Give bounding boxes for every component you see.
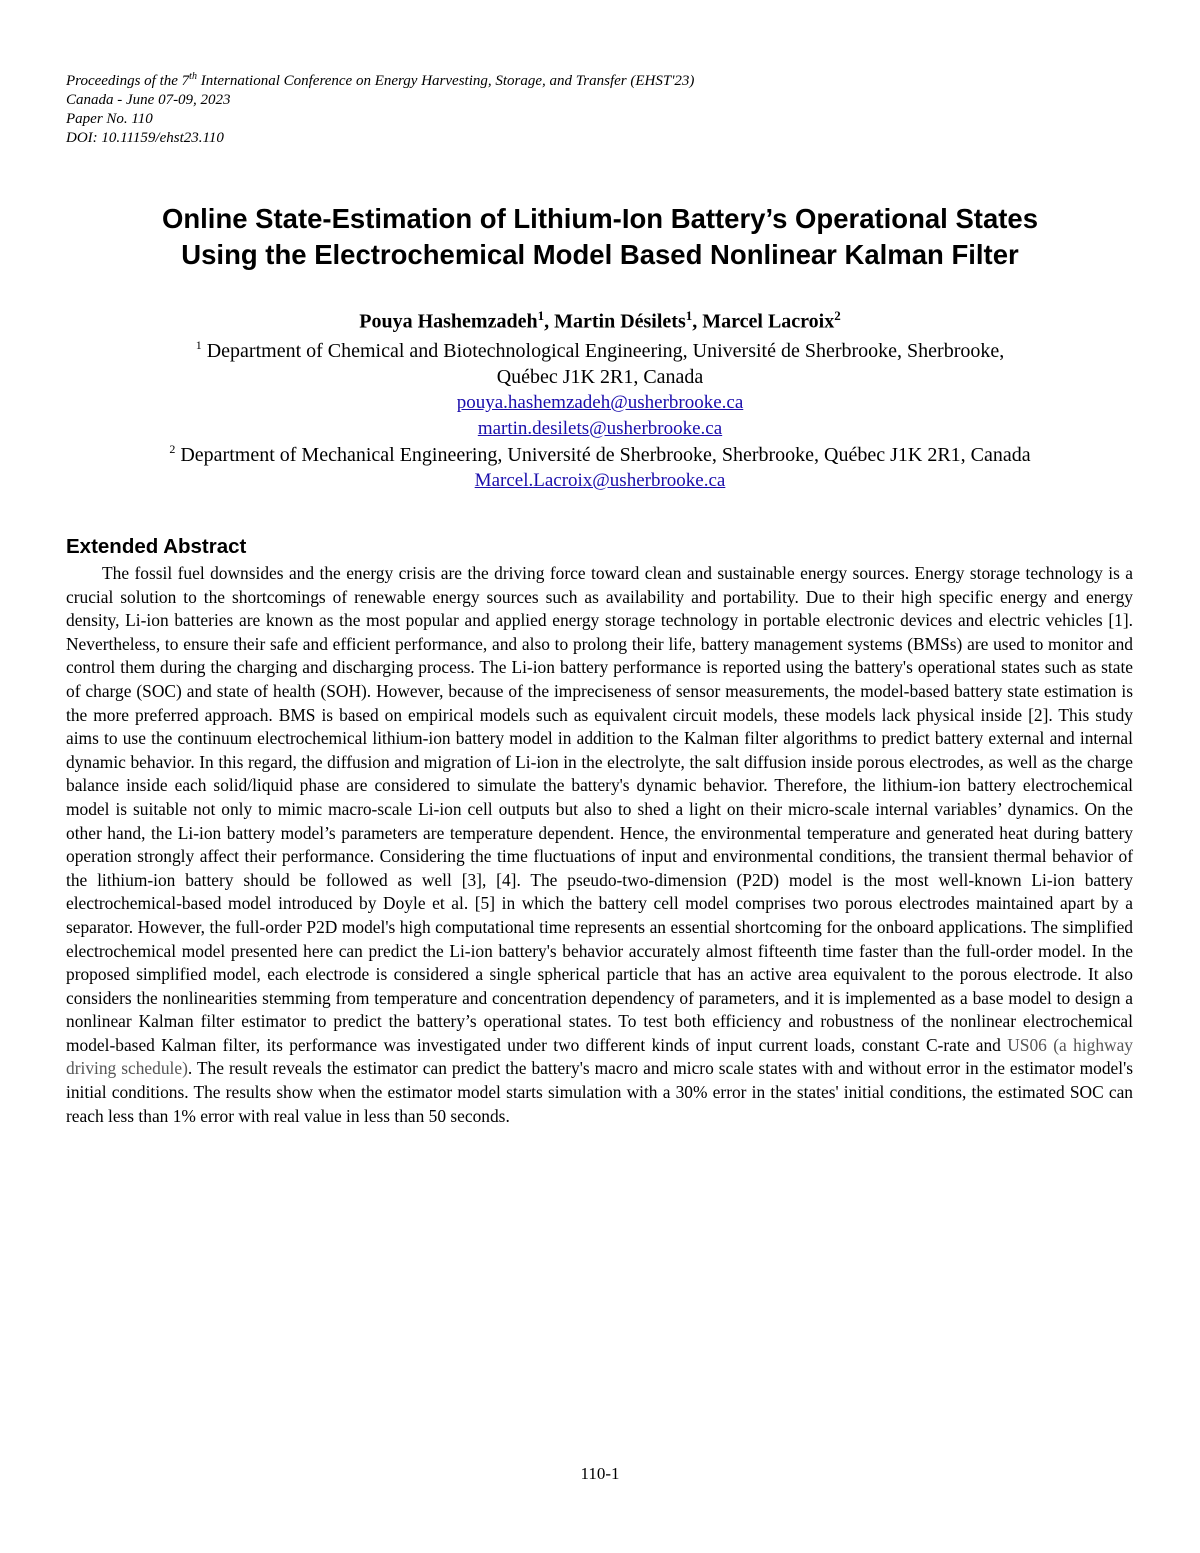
email-link-1[interactable]: pouya.hashemzadeh@usherbrooke.ca <box>456 391 744 413</box>
affiliation-1: $^1$ Department of Chemical and Biotechnological Engineering, Université de Sherbrooke, Sherbrooke, <box>195 337 1005 362</box>
section-heading: Extended Abstract <box>66 535 247 558</box>
highlighted-text: US06 (a highway driving schedule) <box>66 1034 1134 1079</box>
conference-date: Canada - June 07-09, 2023 <box>66 92 231 108</box>
abstract-body: The fossil fuel downsides and the energy crisis are the driving force toward clean and sustainable energy sources. Energy storage technology is a crucial solution to the shortcomings of renewable energy sources such as availability and portability. Due to their high specific energy and energy density, Li-ion batteries are known as the most popular and applied energy storage technology in portable electronic devices and electric vehicles [1]. Nevertheless, to ensure their safe and efficient performance, and also to prolong their life, battery management systems (BMSs) are used to monitor and control them during the charging and discharging process. The Li-ion battery performance is reported using the battery's operational states such as state of charge (SOC) and state of health (SOH). However, because of the impreciseness of sensor measurements, the model-based battery state estimation is the more preferred approach. BMS is based on empirical models such as equivalent circuit models, these models lack physical inside [2]. This study aims to use the continuum electrochemical lithium-ion battery model in addition to the Kalman filter algorithms to predict battery external and internal dynamic behavior. In this regard, the diffusion and migration of Li-ion in the electrolyte, the salt diffusion inside porous electrodes, as well as the charge balance inside each solid/liquid phase are considered to simulate the battery's dynamic behavior. Therefore, the lithium-ion battery electrochemical model is suitable not only to mimic macro-scale Li-ion cell outputs but also to shed a light on their micro-scale internal variables’ dynamics. On the other hand, the Li-ion battery model’s parameters are temperature dependent. Hence, the environmental temperature and generated heat during battery operation strongly affect their performance. Considering the time fluctuations of input and environmental conditions, the transient thermal behavior of the lithium-ion battery should be followed as well [3], [4]. The pseudo-two-dimension (P2D) model is the most well-known Li-ion battery electrochemical-based model introduced by Doyle et al. [5] in which the battery cell model comprises two porous electrodes maintained apart by a separator. However, the full-order P2D model's high computational time represents an essential shortcoming for the onboard applications. The simplified electrochemical model presented here can predict the Li-ion battery's behavior accurately almost fifteenth time faster than the full-order model. In the proposed simplified model, each electrode is considered a single spherical particle that has an active area equivalent to the porous electrode. It also considers the nonlinearities stemming from temperature and concentration dependency of parameters, and it is implemented as a base model to design a nonlinear Kalman filter estimator to predict the battery’s operational states. To test both efficiency and robustness of the nonlinear electrochemical model-based Kalman filter, its performance was investigated under two different kinds of input current loads, constant C-rate and US06 (a highway driving schedule). The result reveals the estimator can predict the battery's macro and micro scale states with and without error in the estimator model's initial conditions. The results show when the estimator model starts simulation with a 30% error in the states' initial conditions, the estimated SOC can reach less than 1% error with real value in less than 50 seconds. <box>66 563 1134 1126</box>
author-list: Pouya Hashemzadeh$^1$, Martin Désilets$^1$, Marcel Lacroix$^2$ <box>359 308 841 333</box>
email-link-2[interactable]: martin.desilets@usherbrooke.ca <box>477 417 723 439</box>
doi: DOI: 10.11159/ehst23.110 <box>66 130 224 146</box>
author-name: Martin Désilets <box>554 310 686 333</box>
affiliation-2: $^2$ Department of Mechanical Engineering, Université de Sherbrooke, Sherbrooke, Québec J1K 2R1, Canada <box>169 441 1031 466</box>
author-block <box>60 300 1140 494</box>
paper-number: Paper No. 110 <box>66 111 153 127</box>
author-name: Pouya Hashemzadeh <box>359 310 538 333</box>
paper-title <box>60 201 1140 273</box>
page-number: 110-1 <box>580 1464 620 1483</box>
author-affiliation-mark: 1 <box>685 308 693 323</box>
email-link-3[interactable]: Marcel.Lacroix@usherbrooke.ca <box>474 469 726 491</box>
title-line-2: Using the Electrochemical Model Based Nonlinear Kalman Filter <box>181 239 1019 270</box>
proceedings-line: Proceedings of the 7th International Conference on Energy Harvesting, Storage, and Transfer (EHST'23) <box>66 71 695 89</box>
author-name: Marcel Lacroix <box>702 310 835 333</box>
author-affiliation-mark: 1 <box>537 308 545 323</box>
author-affiliation-mark: 2 <box>834 308 841 323</box>
affiliation-1-location: Québec J1K 2R1, Canada <box>496 365 704 388</box>
title-line-1: Online State-Estimation of Lithium-Ion Battery’s Operational States <box>161 203 1039 234</box>
ordinal-superscript: th <box>189 71 197 82</box>
proceedings-header <box>66 67 966 148</box>
